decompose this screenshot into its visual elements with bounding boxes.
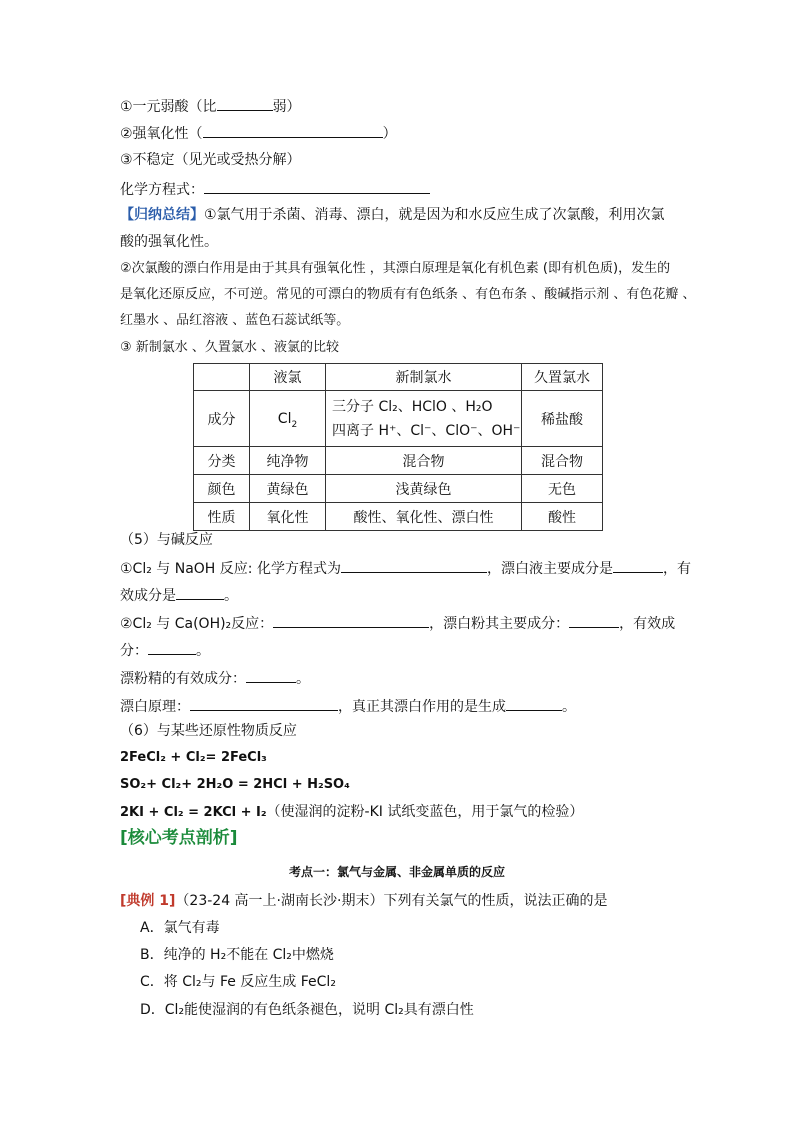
section-5-line-6: 漂白原理： ，真正其漂白作用的是生成 。 xyxy=(120,695,576,717)
table-cell: 浅黄绿色 xyxy=(326,475,522,503)
example-stem: [典例 1]（23-24 高一上·湖南长沙·期末）下列有关氯气的性质，说法正确的是 xyxy=(120,893,608,909)
equation-1: 2FeCl₂ + Cl₂= 2FeCl₃ xyxy=(120,750,267,765)
example-tag: [典例 1] xyxy=(120,893,176,909)
section-6-title: （6）与某些还原性物质反应 xyxy=(120,723,297,739)
table-header: 液氯 xyxy=(250,364,326,391)
summary-line-3: ②次氯酸的漂白作用是由于其具有强氧化性 ，其漂白原理是氧化有机色素 (即有机色质)，发生的 xyxy=(120,261,671,276)
table-cell: 混合物 xyxy=(326,447,522,475)
section-5-line-1: ①Cl₂ 与 NaOH 反应: 化学方程式为 ，漂白液主要成分是 ，有 xyxy=(120,557,691,579)
blank-3[interactable] xyxy=(204,178,430,194)
option-d[interactable]: D．Cl₂能使湿润的有色纸条褪色，说明 Cl₂具有漂白性 xyxy=(140,1002,474,1018)
table-cell: 性质 xyxy=(194,503,250,531)
section-5-line-4: 分： 。 xyxy=(120,639,210,661)
key-point-title: 考点一：氯气与金属、非金属单质的反应 xyxy=(288,865,505,879)
section-5-line-5: 漂粉精的有效成分： 。 xyxy=(120,667,310,689)
blank-4[interactable] xyxy=(341,557,487,573)
section-5-line-3: ②Cl₂ 与 Ca(OH)₂反应： ，漂白粉其主要成分： ，有效成 xyxy=(120,612,675,634)
summary-line-4: 是氧化还原反应，不可逆。常见的可漂白的物质有有色纸条 、有色布条 、酸碱指示剂 、有色花瓣 、 xyxy=(120,287,696,302)
blank-6[interactable] xyxy=(176,584,224,600)
table-row xyxy=(194,364,603,391)
table-cell: 酸性 xyxy=(522,503,603,531)
blank-9[interactable] xyxy=(148,639,196,655)
summary-line-1: 【归纳总结】①氯气用于杀菌、消毒、漂白，就是因为和水反应生成了次氯酸，利用次氯 xyxy=(120,207,665,223)
blank-2[interactable] xyxy=(203,122,383,138)
table-cell: 黄绿色 xyxy=(250,475,326,503)
comparison-table xyxy=(193,363,603,531)
table-row xyxy=(194,503,603,531)
table-row xyxy=(194,391,603,447)
summary-line-5: 红墨水 、品红溶液 、蓝色石蕊试纸等。 xyxy=(120,313,350,328)
line-oxidizing: ②强氧化性（ ） xyxy=(120,122,397,144)
blank-7[interactable] xyxy=(273,612,429,628)
section-5-line-2: 效成分是 。 xyxy=(120,584,238,606)
table-cell: 成分 xyxy=(194,391,250,447)
line-unstable: ③不稳定（见光或受热分解） xyxy=(120,152,301,168)
table-header: 新制氯水 xyxy=(326,364,522,391)
blank-1[interactable] xyxy=(217,95,273,111)
summary-line-2: 酸的强氧化性。 xyxy=(120,234,218,250)
blank-5[interactable] xyxy=(613,557,663,573)
blank-8[interactable] xyxy=(569,612,619,628)
table-row xyxy=(194,475,603,503)
table-cell: 氧化性 xyxy=(250,503,326,531)
section-5-title: （5）与碱反应 xyxy=(120,532,213,548)
core-heading: [核心考点剖析] xyxy=(120,828,238,848)
table-cell: 三分子 Cl₂、HClO 、H₂O 四离子 H⁺、Cl⁻、ClO⁻、OH⁻ xyxy=(326,391,522,447)
table-header xyxy=(194,364,250,391)
table-header: 久置氯水 xyxy=(522,364,603,391)
table-cell: 颜色 xyxy=(194,475,250,503)
line-equation: 化学方程式： xyxy=(120,178,430,200)
option-c[interactable]: C．将 Cl₂与 Fe 反应生成 FeCl₂ xyxy=(140,974,336,990)
table-cell: 纯净物 xyxy=(250,447,326,475)
equation-3: 2KI + Cl₂ = 2KCl + I₂（使湿润的淀粉-KI 试纸变蓝色，用于氯气的检验） xyxy=(120,804,584,820)
table-cell: 分类 xyxy=(194,447,250,475)
table-row xyxy=(194,447,603,475)
blank-11[interactable] xyxy=(190,695,338,711)
table-cell: $Cl_2$ xyxy=(250,391,326,447)
option-b[interactable]: B．纯净的 H₂不能在 Cl₂中燃烧 xyxy=(140,947,334,963)
blank-12[interactable] xyxy=(506,695,562,711)
line-weak-acid: ①一元弱酸（比 弱） xyxy=(120,95,301,117)
summary-line-6: ③ 新制氯水 、久置氯水 、液氯的比较 xyxy=(120,340,340,355)
option-a[interactable]: A．氯气有毒 xyxy=(140,920,220,936)
summary-tag: 【归纳总结】 xyxy=(120,207,204,223)
table-cell: 稀盐酸 xyxy=(522,391,603,447)
table-cell: 混合物 xyxy=(522,447,603,475)
equation-2: SO₂+ Cl₂+ 2H₂O = 2HCl + H₂SO₄ xyxy=(120,777,350,792)
table-cell: 无色 xyxy=(522,475,603,503)
table-cell: 酸性、氧化性、漂白性 xyxy=(326,503,522,531)
blank-10[interactable] xyxy=(246,667,296,683)
